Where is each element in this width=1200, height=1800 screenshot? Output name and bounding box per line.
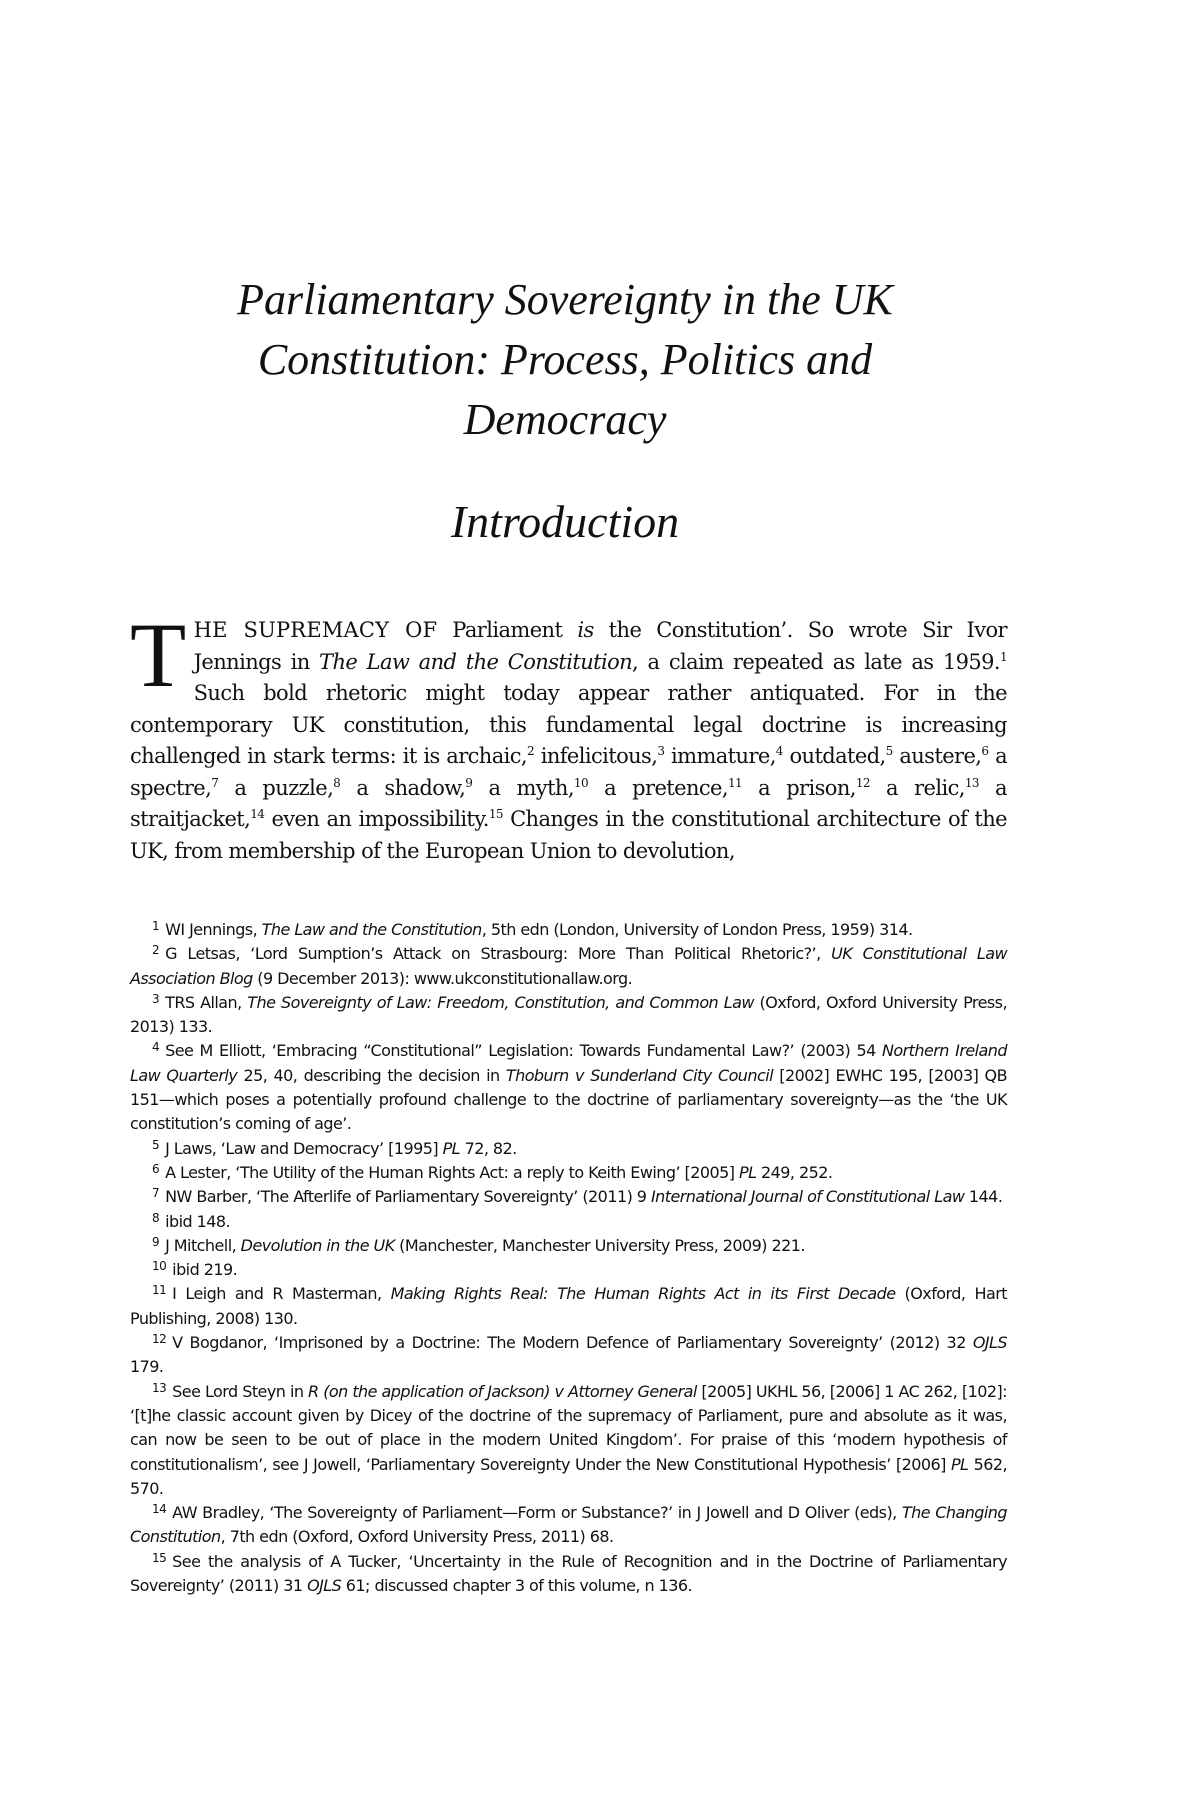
- footnote-text: (Oxford, Hart Publishing, 2008) 130.: [130, 1284, 1007, 1328]
- body-text-run: a shadow,: [340, 775, 466, 800]
- footnote-text: , 5th edn (London, University of London Press, 1959) 314.: [481, 920, 913, 939]
- footnote-text: 562, 570.: [130, 1454, 1007, 1498]
- footnote-text: See the analysis of A Tucker, ‘Uncertainty in the Rule of Recognition and in the Doctrine of Parliamentary Sovereignty’ (2011) 31: [130, 1551, 1007, 1596]
- footnote-5: [130, 1137, 1007, 1161]
- body-text-run: a myth,: [472, 775, 574, 800]
- body-text-run: austere,: [892, 744, 982, 768]
- drop-cap: T: [130, 604, 186, 706]
- footnote-ref-12[interactable]: 12: [855, 775, 870, 790]
- footnote-text: J Laws, ‘Law and Democracy’ [1995]: [165, 1138, 443, 1158]
- footnote-case-name: R (on the application of Jackson) v Attorney General: [308, 1381, 697, 1401]
- footnote-text: 249, 252.: [756, 1162, 833, 1182]
- footnote-text: AW Bradley, ‘The Sovereignty of Parliament—Form or Substance?’ in J Jowell and D Oliver (eds),: [172, 1503, 902, 1523]
- footnote-ref-6[interactable]: 6: [981, 744, 989, 758]
- footnote-text: NW Barber, ‘The Afterlife of Parliamentary Sovereignty’ (2011) 9: [165, 1187, 651, 1207]
- footnote-citation-title: The Sovereignty of Law: Freedom, Constitution, and Common Law: [247, 992, 754, 1012]
- body-text-run: even an impossibility.: [264, 807, 489, 831]
- footnote-number: 6: [152, 1161, 160, 1176]
- footnote-number: 10: [152, 1259, 167, 1274]
- footnote-ref-4[interactable]: 4: [775, 744, 783, 758]
- footnote-citation-title: International Journal of Constitutional Law: [650, 1187, 965, 1207]
- footnote-text: ibid 219.: [172, 1260, 238, 1280]
- footnote-ref-10[interactable]: 10: [573, 775, 588, 790]
- footnote-text: J Mitchell,: [165, 1235, 241, 1255]
- footnote-ref-5[interactable]: 5: [885, 744, 893, 758]
- body-book-title: The Law and the Constitution: [319, 649, 633, 674]
- footnote-number: 9: [152, 1234, 160, 1249]
- footnote-ref-8[interactable]: 8: [333, 775, 341, 790]
- footnote-text: A Lester, ‘The Utility of the Human Rights Act: a reply to Keith Ewing’ [2005]: [165, 1162, 739, 1182]
- chapter-title: Introduction: [450, 496, 680, 547]
- footnote-citation-title: Devolution in the UK: [240, 1235, 395, 1255]
- body-text-run: a spectre,: [130, 744, 1007, 800]
- footnote-text: V Bogdanor, ‘Imprisoned by a Doctrine: The Modern Defence of Parliamentary Sovereignty’ (2012) 32: [172, 1333, 973, 1353]
- body-text-run: the Constitution’. So wrote Sir Ivor Jennings in: [193, 618, 1007, 674]
- footnote-citation-title: PL: [950, 1454, 969, 1474]
- footnote-text: (Manchester, Manchester University Press, 2009) 221.: [394, 1235, 805, 1255]
- footnotes: [130, 918, 1007, 1598]
- body-emphasis: is: [577, 618, 594, 642]
- footnote-ref-14[interactable]: 14: [250, 807, 265, 821]
- book-title-line-3: Democracy: [463, 395, 667, 444]
- footnote-text: (9 December 2013): www.ukconstitutionallaw.org.: [252, 968, 633, 988]
- footnote-ref-2[interactable]: 2: [527, 744, 535, 758]
- body-text-run: a puzzle,: [218, 775, 334, 800]
- footnote-citation-title: PL: [442, 1138, 461, 1158]
- footnote-7: [130, 1185, 1007, 1209]
- body-text-run: immature,: [664, 744, 776, 768]
- footnote-citation-title: Making Rights Real: The Human Rights Act in its First Decade: [390, 1284, 896, 1304]
- footnote-citation-title: OJLS: [307, 1576, 342, 1596]
- footnote-text: 144.: [964, 1187, 1003, 1207]
- footnote-number: 14: [152, 1502, 167, 1517]
- footnote-text: 72, 82.: [460, 1138, 517, 1158]
- footnote-number: 3: [152, 991, 160, 1006]
- footnote-12: [130, 1331, 1007, 1380]
- footnote-8: [130, 1210, 1007, 1234]
- footnote-text: [2002] EWHC 195, [2003] QB 151—which poses a potentially profound challenge to the doctrine of parliamentary sovereignty—as the ‘the UK constitution’s coming of age’.: [130, 1065, 1007, 1134]
- body-text-run: a prison,: [742, 775, 856, 800]
- footnote-number: 1: [152, 919, 160, 933]
- footnote-text: WI Jennings,: [165, 920, 262, 939]
- footnote-ref-15[interactable]: 15: [488, 807, 503, 821]
- body-text-run: Changes in the constitutional architecture of the UK, from membership of the European Union to devolution,: [130, 807, 1007, 863]
- footnote-3: [130, 991, 1007, 1040]
- footnote-citation-title: UK Constitutional Law Association Blog: [130, 944, 1007, 988]
- footnote-number: 12: [152, 1332, 167, 1347]
- book-title: [130, 270, 1000, 450]
- footnote-text: (Oxford, Oxford University Press, 2013) 133.: [130, 992, 1007, 1037]
- body-text-run: Such bold rhetoric might today appear rather antiquated. For in the contemporary UK constitution, this fundamental legal doctrine is increasing challenged in stark terms: it is archaic,: [130, 681, 1007, 768]
- footnote-citation-title: The Changing Constitution: [130, 1503, 1007, 1547]
- footnote-number: 4: [152, 1040, 160, 1055]
- footnote-15: [130, 1550, 1007, 1599]
- footnote-text: 179.: [130, 1357, 164, 1377]
- footnote-number: 13: [152, 1380, 167, 1395]
- footnote-citation-title: OJLS: [972, 1333, 1007, 1353]
- footnote-number: 15: [152, 1550, 167, 1565]
- footnote-9: [130, 1234, 1007, 1258]
- footnote-text: 25, 40, describing the decision in: [237, 1065, 506, 1085]
- footnote-ref-9[interactable]: 9: [465, 775, 473, 790]
- body-text-run: , a claim repeated as late as 1959.: [632, 649, 1000, 674]
- body-text-run: a straitjacket,: [130, 775, 1007, 831]
- footnote-number: 7: [152, 1186, 160, 1201]
- footnote-1: [130, 918, 1007, 942]
- book-title-line-1: Parliamentary Sovereignty in the UK: [237, 275, 893, 324]
- footnote-ref-13[interactable]: 13: [964, 775, 979, 790]
- footnote-text: ibid 148.: [165, 1211, 231, 1231]
- body-text-run: Parliament: [437, 618, 578, 642]
- footnote-ref-7[interactable]: 7: [211, 775, 219, 790]
- footnote-14: [130, 1501, 1007, 1550]
- footnote-text: G Letsas, ‘Lord Sumption’s Attack on Strasbourg: More Than Political Rhetoric?’,: [165, 944, 832, 964]
- footnote-6: [130, 1161, 1007, 1185]
- footnote-number: 2: [152, 943, 160, 958]
- footnote-11: [130, 1282, 1007, 1331]
- body-text-run: a pretence,: [588, 775, 728, 800]
- footnote-ref-1[interactable]: 1: [999, 649, 1007, 664]
- body-text-run: infelicitous,: [534, 744, 658, 768]
- footnote-citation-title: Northern Ireland Law Quarterly: [130, 1041, 1007, 1085]
- footnote-citation-title: The Law and the Constitution: [261, 920, 482, 939]
- footnote-case-name: Thoburn v Sunderland City Council: [505, 1065, 774, 1085]
- opening-smallcaps: HE SUPREMACY OF: [193, 618, 438, 642]
- footnote-text: I Leigh and R Masterman,: [172, 1284, 391, 1304]
- footnote-ref-3[interactable]: 3: [657, 744, 665, 758]
- footnote-text: [2005] UKHL 56, [2006] 1 AC 262, [102]: ‘[t]he classic account given by Dicey of the doctrine of the supremacy of Parliament, pure and absolute as it was, can now be seen to be out of place in the modern United Kingdom’. For praise of this ‘modern hypothesis of constitutionalism’, see J Jowell, ‘Parliamentary Sovereignty Under the New Constitutional Hypothesis’ [2006]: [130, 1381, 1007, 1474]
- footnote-4: [130, 1039, 1007, 1136]
- footnote-text: See Lord Steyn in: [172, 1381, 309, 1401]
- footnote-number: 11: [152, 1283, 167, 1298]
- footnote-10: [130, 1258, 1007, 1282]
- footnote-text: See M Elliott, ‘Embracing “Constitutional” Legislation: Towards Fundamental Law?’ (2003) 54: [165, 1041, 882, 1061]
- body-paragraph: [130, 604, 1007, 867]
- book-title-line-2: Constitution: Process, Politics and: [257, 335, 873, 384]
- body-text-run: a relic,: [869, 775, 965, 800]
- footnote-13: [130, 1380, 1007, 1501]
- footnote-citation-title: PL: [739, 1162, 757, 1182]
- body-text-run: outdated,: [782, 744, 886, 768]
- footnote-text: TRS Allan,: [165, 992, 248, 1012]
- footnote-number: 8: [152, 1210, 160, 1225]
- footnote-text: , 7th edn (Oxford, Oxford University Press, 2011) 68.: [220, 1527, 614, 1547]
- footnote-ref-11[interactable]: 11: [727, 775, 743, 790]
- footnote-text: 61; discussed chapter 3 of this volume, n 136.: [341, 1576, 693, 1596]
- footnote-2: [130, 942, 1007, 991]
- footnote-number: 5: [152, 1137, 160, 1152]
